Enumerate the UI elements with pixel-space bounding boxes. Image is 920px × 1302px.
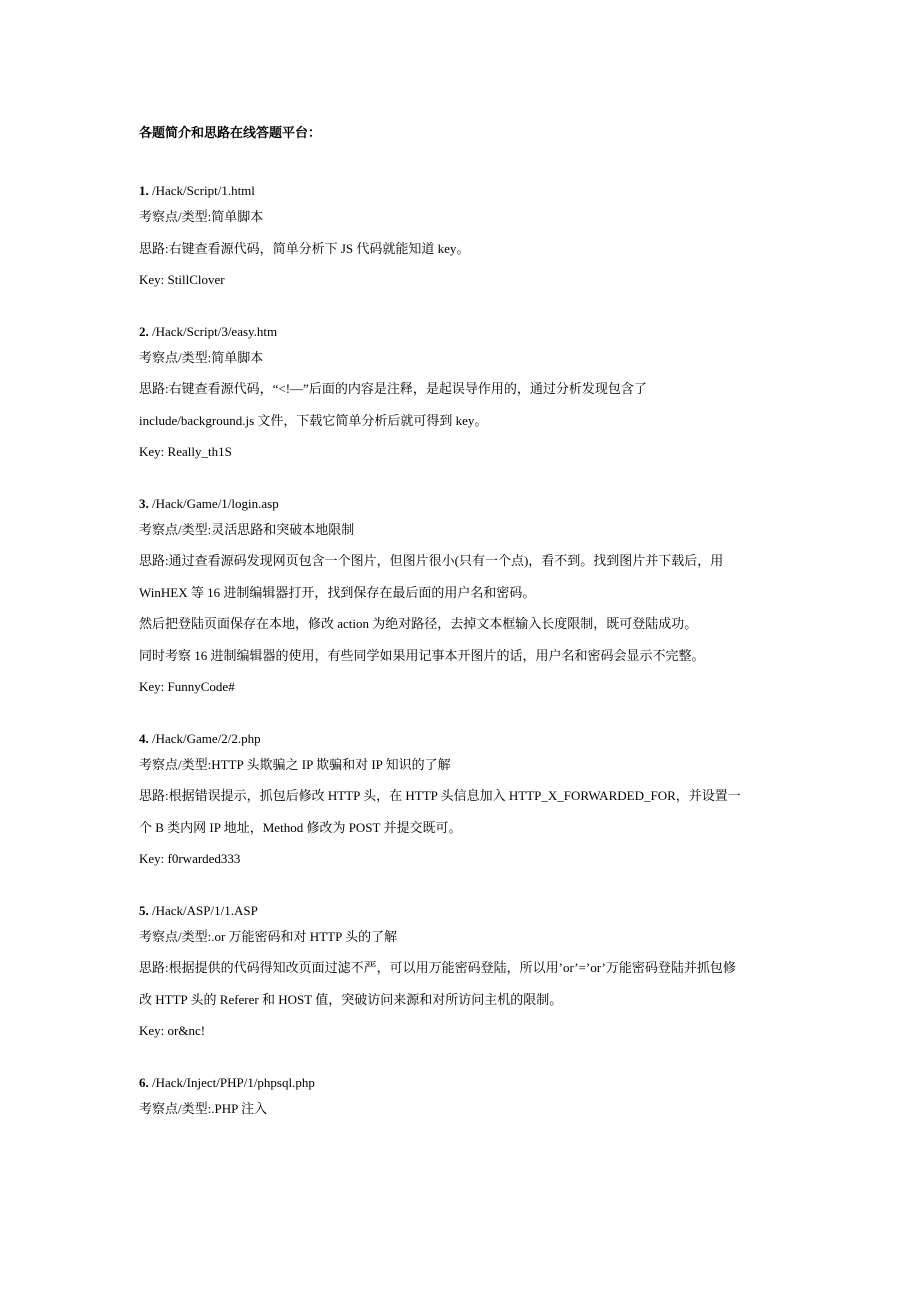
challenge-number: 6.: [139, 1074, 149, 1090]
challenge-header: [139, 322, 789, 342]
challenge-item: [139, 729, 789, 875]
challenge-number: 4.: [139, 730, 149, 746]
challenge-line: 考察点/类型:灵活思路和突破本地限制: [139, 521, 355, 537]
challenge-number: 3.: [139, 495, 149, 511]
challenge-item: [139, 1073, 789, 1125]
challenge-header: [139, 181, 789, 201]
challenge-line: 思路:右键查看源代码，“<!—”后面的内容是注释，是起误导作用的，通过分析发现包含了: [139, 381, 647, 396]
challenge-item: [139, 901, 789, 1047]
challenge-line: Key: StillClover: [139, 272, 225, 287]
challenge-number: 1.: [139, 183, 149, 198]
challenge-line: 考察点/类型:简单脚本: [139, 209, 264, 224]
challenge-path: /Hack/Inject/PHP/1/phpsql.php: [152, 1074, 315, 1090]
challenge-line: 同时考察 16 进制编辑器的使用，有些同学如果用记事本开图片的话，用户名和密码会显示不完整。: [139, 647, 705, 663]
document-content: [139, 124, 789, 1156]
challenge-line: 改 HTTP 头的 Referer 和 HOST 值，突破访问来源和对所访问主机的限制。: [139, 991, 563, 1007]
challenge-header: [139, 494, 789, 514]
challenge-number: 5.: [139, 902, 149, 918]
challenge-line: include/background.js 文件，下载它简单分析后就可得到 key。: [139, 412, 488, 428]
challenge-path: /Hack/Game/1/login.asp: [152, 495, 279, 511]
challenge-line: Key: f0rwarded333: [139, 851, 241, 866]
challenge-header: [139, 1073, 789, 1093]
challenge-line: Key: Really_th1S: [139, 444, 232, 459]
challenge-line: 思路:通过查看源码发现网页包含一个图片，但图片很小(只有一个点)，看不到。找到图片并下载后，用: [139, 553, 724, 568]
challenge-line: WinHEX 等 16 进制编辑器打开，找到保存在最后面的用户名和密码。: [139, 584, 536, 600]
challenge-line: 考察点/类型:.or 万能密码和对 HTTP 头的了解: [139, 928, 398, 944]
challenge-header: [139, 729, 789, 749]
challenge-line: 考察点/类型:简单脚本: [139, 349, 264, 365]
challenge-path: /Hack/Game/2/2.php: [152, 730, 261, 746]
challenge-line: 思路:根据错误提示，抓包后修改 HTTP 头，在 HTTP 头信息加入 HTTP_X_FORWARDED_FOR，并设置一: [139, 788, 741, 803]
challenge-path: /Hack/ASP/1/1.ASP: [152, 902, 258, 918]
challenge-line: Key: FunnyCode#: [139, 679, 235, 694]
challenge-line: Key: or&nc!: [139, 1023, 206, 1038]
challenge-line: 然后把登陆页面保存在本地，修改 action 为绝对路径，去掉文本框输入长度限制，既可登陆成功。: [139, 616, 698, 631]
challenge-path: /Hack/Script/1.html: [152, 183, 255, 198]
challenge-item: [139, 494, 789, 703]
challenge-number: 2.: [139, 323, 149, 339]
document-title: 各题简介和思路在线答题平台：: [139, 126, 322, 141]
challenge-path: /Hack/Script/3/easy.htm: [152, 323, 278, 339]
challenge-line: 思路:根据提供的代码得知改页面过滤不严，可以用万能密码登陆，所以用’or’=’or’万能密码登陆并抓包修: [139, 960, 736, 975]
challenge-line: 个 B 类内网 IP 地址，Method 修改为 POST 并提交既可。: [139, 819, 462, 835]
challenge-header: [139, 901, 789, 921]
challenge-line: 考察点/类型:HTTP 头欺骗之 IP 欺骗和对 IP 知识的了解: [139, 756, 451, 772]
challenge-line: 思路:右键查看源代码，简单分析下 JS 代码就能知道 key。: [139, 240, 470, 256]
challenge-item: [139, 181, 789, 296]
challenge-list: [139, 181, 789, 1124]
challenge-item: [139, 322, 789, 468]
challenge-line: 考察点/类型:.PHP 注入: [139, 1100, 268, 1116]
